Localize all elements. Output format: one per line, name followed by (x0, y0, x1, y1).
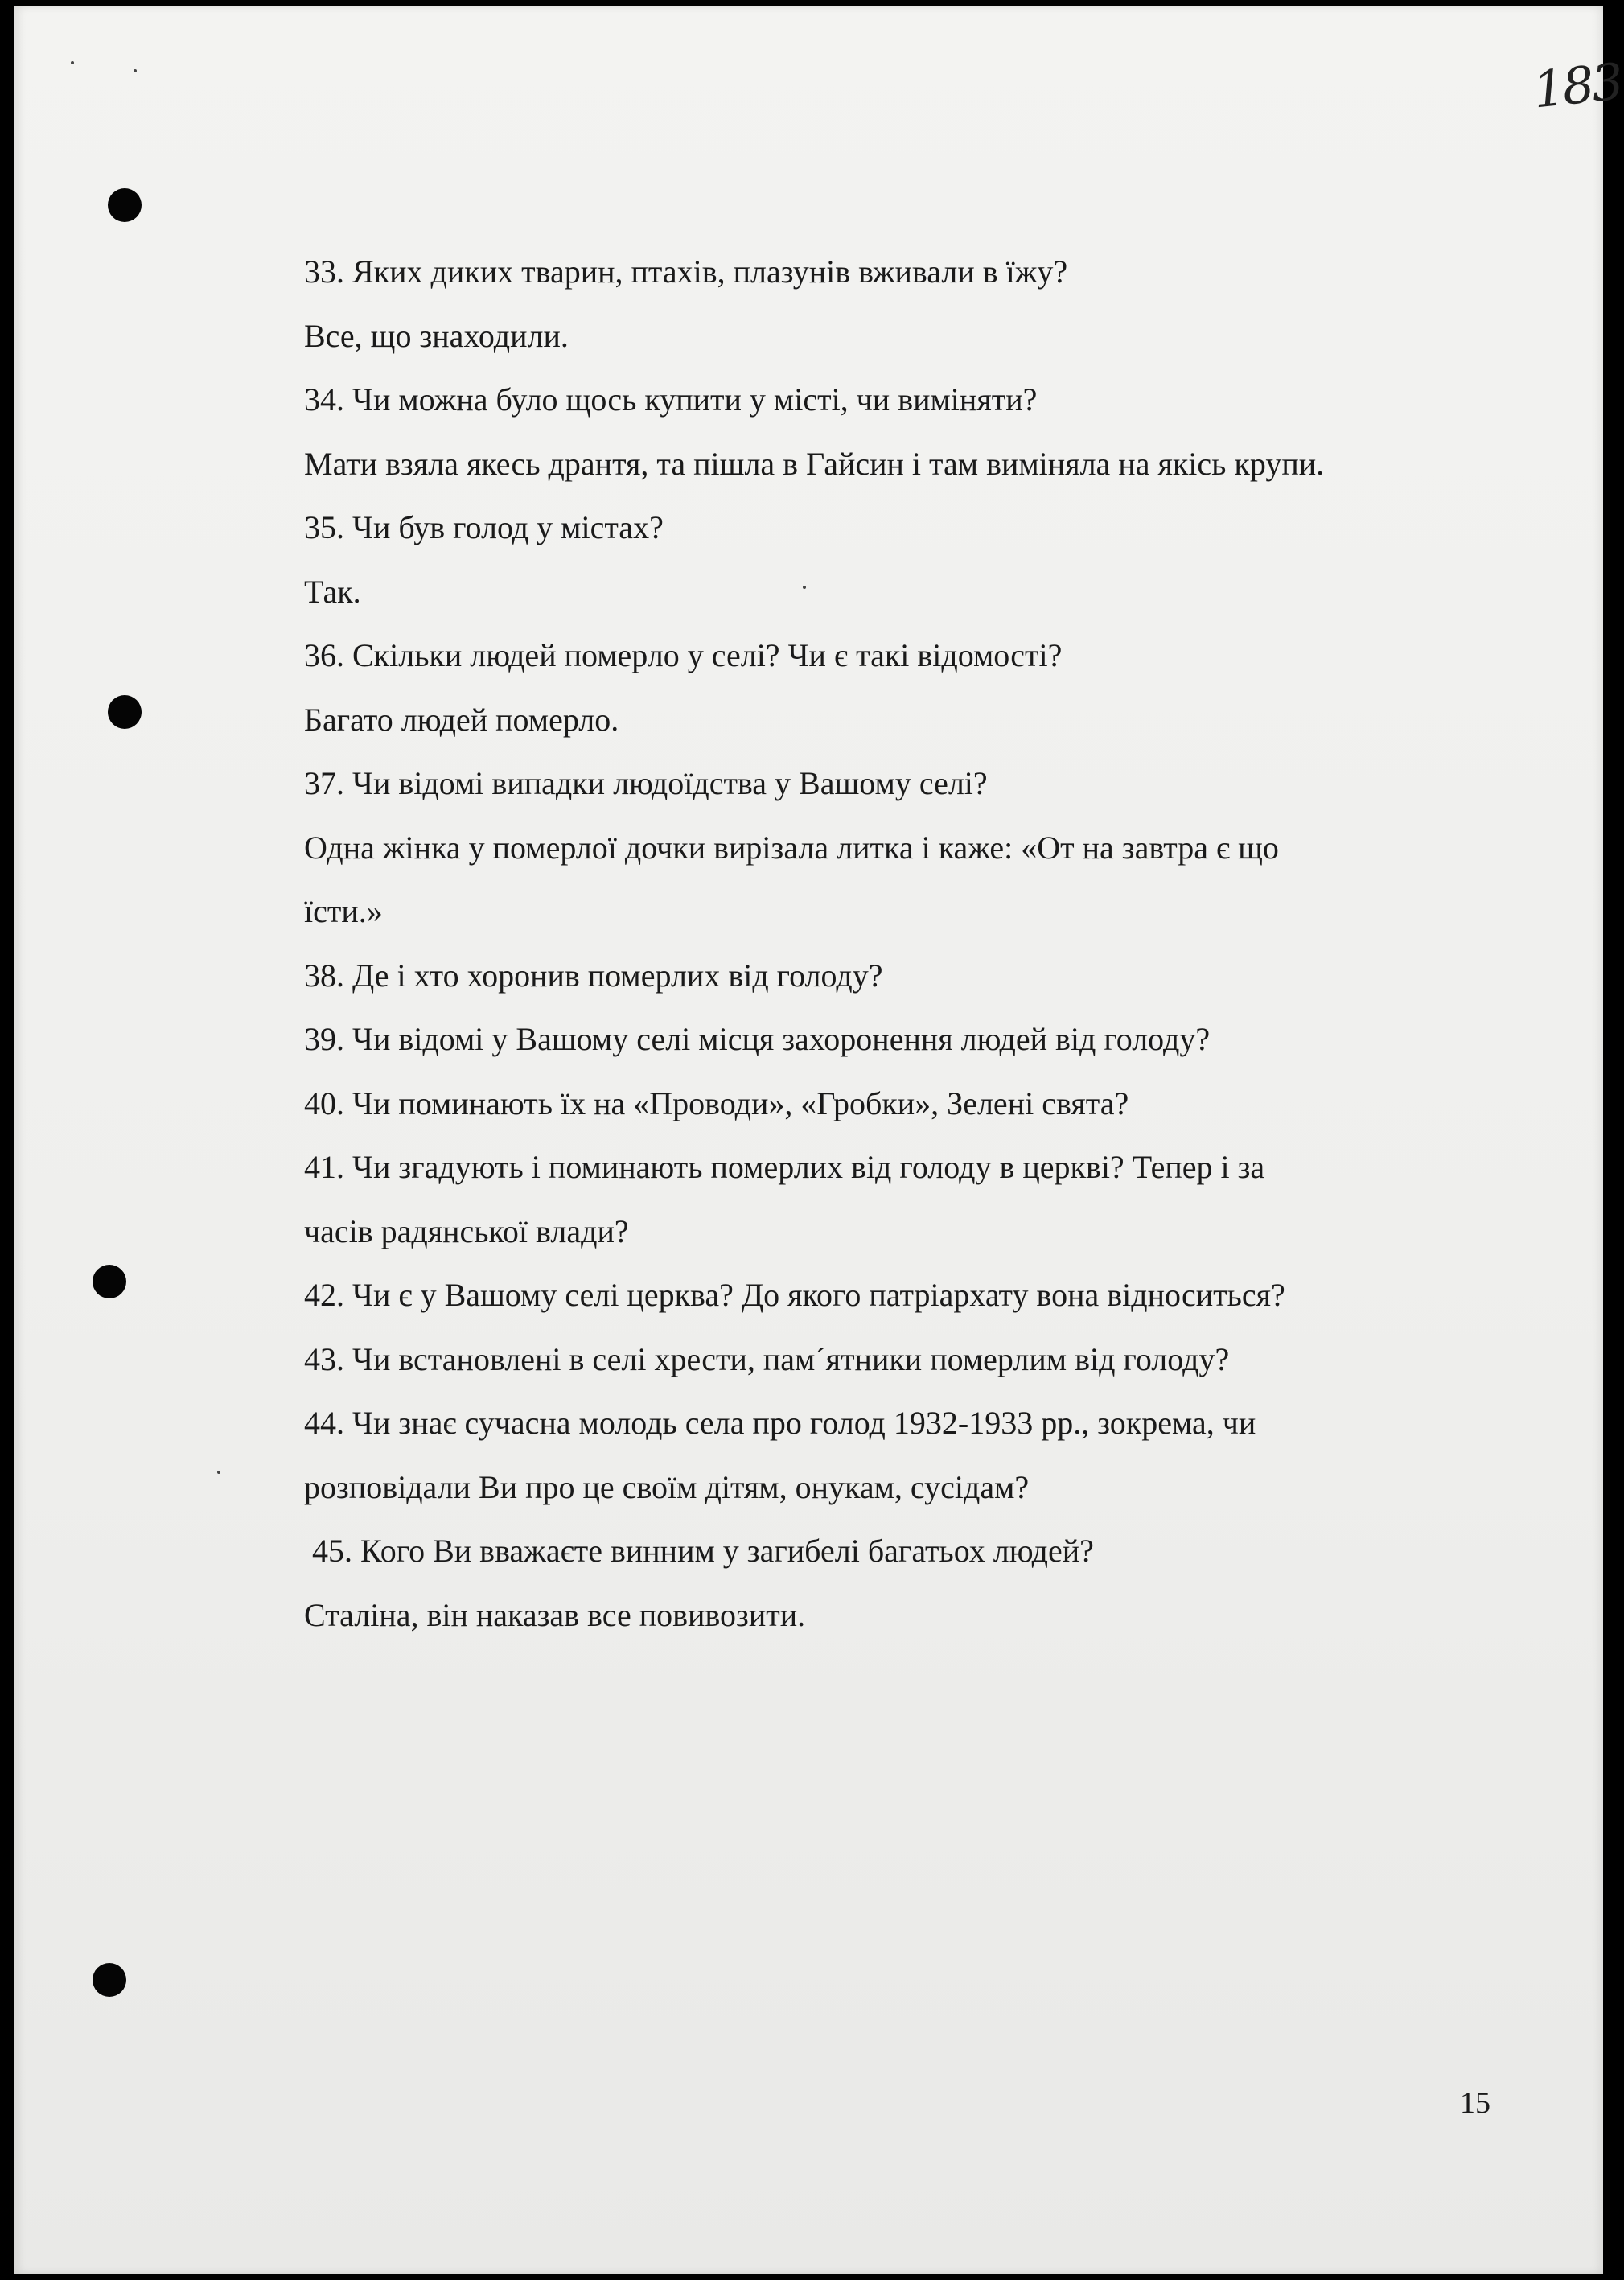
answer-line: їсти.» (304, 893, 383, 929)
question-line: 34. Чи можна було щось купити у місті, чи виміняти? (304, 381, 1038, 418)
answer-line: Все, що знаходили. (304, 317, 569, 354)
question-line: 35. Чи був голод у містах? (304, 509, 664, 545)
punch-hole (108, 188, 142, 222)
question-line: 40. Чи поминають їх на «Проводи», «Гробки», Зелені свята? (304, 1084, 1129, 1121)
punch-hole (93, 1265, 126, 1298)
answer-line: Мати взяла якесь дрантя, та пішла в Гайсин і там виміняла на якісь крупи. (304, 445, 1325, 482)
answer-line: Сталіна, він наказав все повивозити. (304, 1596, 806, 1633)
question-line: 42. Чи є у Вашому селі церква? До якого патріархату вона відноситься? (304, 1277, 1285, 1313)
paper-sheet (14, 6, 1624, 2274)
punch-hole (108, 695, 142, 729)
question-line: 37. Чи відомі випадки людоїдства у Вашому селі? (304, 765, 988, 801)
answer-line: Так. (304, 573, 361, 610)
punch-hole (93, 1963, 126, 1997)
interview-text (304, 240, 1559, 1647)
answer-line: Одна жінка у померлої дочки вирізала литка і каже: «От на завтра є що (304, 829, 1279, 866)
paper-speck (217, 1471, 220, 1474)
question-line: часів радянської влади? (304, 1212, 629, 1249)
handwritten-archive-number: 183 (1530, 51, 1624, 120)
page-number: 15 (1460, 2086, 1490, 2120)
answer-line: Багато людей померло. (304, 701, 619, 738)
question-line: 36. Скільки людей померло у селі? Чи є такі відомості? (304, 637, 1063, 673)
question-line: 45. Кого Ви вважаєте винним у загибелі багатьох людей? (312, 1533, 1094, 1569)
question-line: розповідали Ви про це своїм дітям, онукам, сусідам? (304, 1468, 1030, 1505)
question-line: 44. Чи знає сучасна молодь села про голод 1932-1933 рр., зокрема, чи (304, 1405, 1256, 1441)
question-line: 43. Чи встановлені в селі хрести, пам´ятники померлим від голоду? (304, 1340, 1230, 1377)
question-line: 41. Чи згадують і поминають померлих від голоду в церкві? Тепер і за (304, 1149, 1265, 1185)
question-line: 38. Де і хто хоронив померлих від голоду? (304, 957, 883, 994)
question-line: 39. Чи відомі у Вашому селі місця захоронення людей від голоду? (304, 1021, 1211, 1057)
paper-speck (71, 61, 74, 64)
question-line: 33. Яких диких тварин, птахів, плазунів вживали в їжу? (304, 253, 1068, 290)
paper-speck (134, 69, 137, 72)
